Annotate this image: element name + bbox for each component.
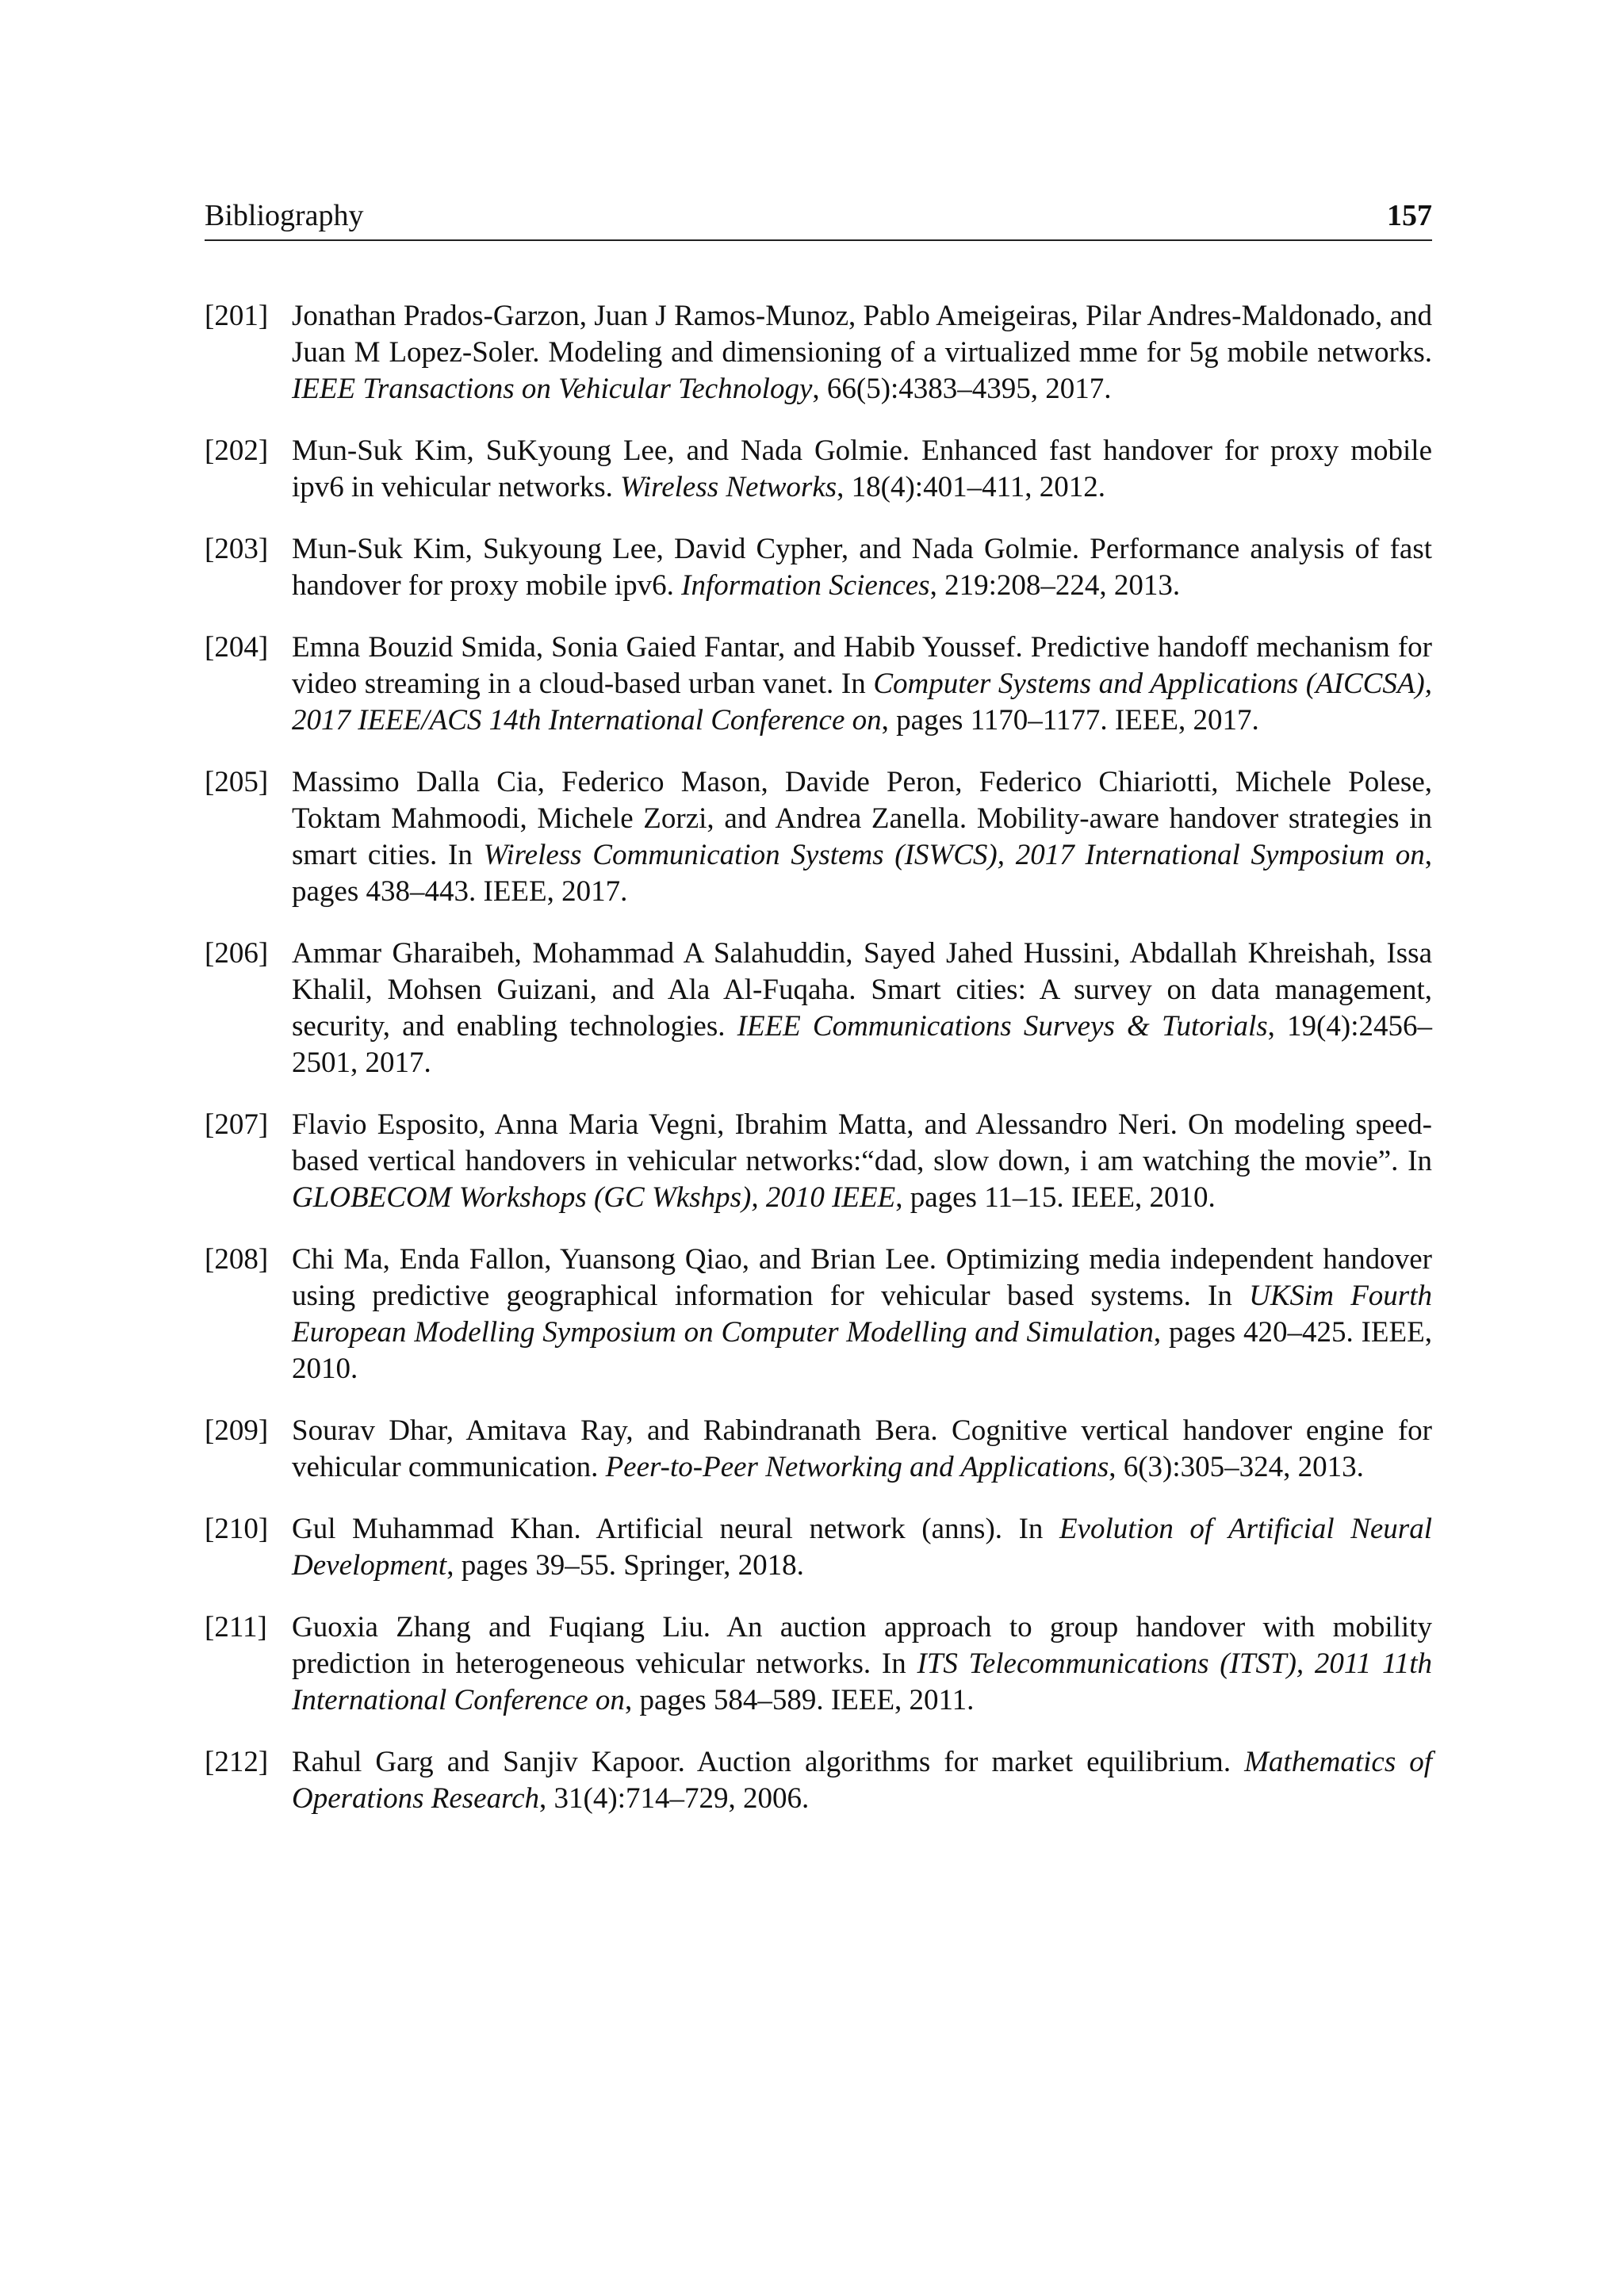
reference-authors-title: Sourav Dhar, Amitava Ray, and Rabindranath Bera. Cognitive vertical handover engine for vehicular communication. xyxy=(292,1414,1432,1483)
reference-authors-title: Rahul Garg and Sanjiv Kapoor. Auction algorithms for market equilibrium. xyxy=(292,1746,1245,1778)
running-section-title: Bibliography xyxy=(205,199,364,232)
reference-item xyxy=(205,629,1432,739)
reference-venue: Computer Systems and Applications (AICCSA), 2017 IEEE/ACS 14th International Conference on xyxy=(292,668,1432,737)
page-number: 157 xyxy=(1387,199,1432,232)
reference-label: [201] xyxy=(205,300,269,332)
reference-details: , pages 1170–1177. IEEE, 2017. xyxy=(881,704,1259,737)
document-page xyxy=(205,0,1432,2296)
reference-label: [209] xyxy=(205,1414,269,1447)
reference-text xyxy=(292,298,1432,408)
reference-venue: IEEE Communications Surveys & Tutorials xyxy=(737,1010,1268,1043)
reference-text xyxy=(292,629,1432,739)
reference-details: , 19(4):2456–2501, 2017. xyxy=(292,1010,1432,1079)
reference-item xyxy=(205,1511,1432,1584)
reference-details: , 66(5):4383–4395, 2017. xyxy=(812,373,1112,405)
reference-authors-title: Massimo Dalla Cia, Federico Mason, Davide Peron, Federico Chiariotti, Michele Polese, Toktam Mahmoodi, Michele Zorzi, and Andrea Zanella. Mobility-aware handover strategies in smart cities. In xyxy=(292,766,1432,871)
reference-label: [212] xyxy=(205,1746,269,1778)
reference-item xyxy=(205,531,1432,604)
reference-authors-title: Ammar Gharaibeh, Mohammad A Salahuddin, Sayed Jahed Hussini, Abdallah Khreishah, Issa Khalil, Mohsen Guizani, and Ala Al-Fuqaha. Smart cities: A survey on data management, security, and enabling technologies. xyxy=(292,937,1432,1043)
reference-venue: Wireless Communication Systems (ISWCS), 2017 International Symposium on xyxy=(483,839,1425,871)
reference-label: [202] xyxy=(205,434,269,467)
reference-item xyxy=(205,298,1432,408)
reference-text xyxy=(292,764,1432,910)
reference-text xyxy=(292,936,1432,1081)
reference-details: , pages 584–589. IEEE, 2011. xyxy=(624,1684,975,1716)
reference-authors-title: Emna Bouzid Smida, Sonia Gaied Fantar, and Habib Youssef. Predictive handoff mechanism for video streaming in a cloud-based urban vanet. In xyxy=(292,631,1432,700)
reference-text xyxy=(292,1609,1432,1719)
reference-item xyxy=(205,1413,1432,1486)
reference-details: , pages 420–425. IEEE, 2010. xyxy=(292,1316,1432,1385)
reference-authors-title: Gul Muhammad Khan. Artificial neural network (anns). In xyxy=(292,1513,1059,1545)
reference-item xyxy=(205,433,1432,506)
reference-label: [210] xyxy=(205,1513,269,1545)
reference-item xyxy=(205,1107,1432,1216)
reference-details: , 219:208–224, 2013. xyxy=(929,569,1181,602)
reference-label: [211] xyxy=(205,1611,267,1644)
reference-venue: Information Sciences xyxy=(681,569,930,602)
reference-text xyxy=(292,1744,1432,1817)
reference-authors-title: Flavio Esposito, Anna Maria Vegni, Ibrahim Matta, and Alessandro Neri. On modeling speed-based vertical handovers in vehicular networks:“dad, slow down, i am watching the movie”. In xyxy=(292,1108,1432,1177)
reference-item xyxy=(205,1242,1432,1387)
reference-venue: UKSim Fourth European Modelling Symposium on Computer Modelling and Simulation xyxy=(292,1280,1432,1349)
reference-details: , pages 11–15. IEEE, 2010. xyxy=(895,1181,1216,1214)
reference-text xyxy=(292,433,1432,506)
reference-authors-title: Chi Ma, Enda Fallon, Yuansong Qiao, and Brian Lee. Optimizing media independent handover using predictive geographical information for vehicular based systems. In xyxy=(292,1243,1432,1312)
reference-text xyxy=(292,1242,1432,1387)
reference-text xyxy=(292,531,1432,604)
reference-item xyxy=(205,1609,1432,1719)
reference-details: , 18(4):401–411, 2012. xyxy=(837,471,1105,503)
reference-venue: Mathematics of Operations Research xyxy=(292,1746,1433,1815)
reference-label: [206] xyxy=(205,937,269,970)
reference-label: [205] xyxy=(205,766,269,798)
reference-venue: Evolution of Artificial Neural Development xyxy=(292,1513,1432,1582)
reference-text xyxy=(292,1413,1432,1486)
reference-list xyxy=(205,298,1432,1843)
reference-venue: Peer-to-Peer Networking and Applications xyxy=(605,1451,1109,1483)
reference-venue: GLOBECOM Workshops (GC Wkshps), 2010 IEEE xyxy=(292,1181,896,1214)
page-header xyxy=(205,198,1432,241)
reference-venue: Wireless Networks xyxy=(620,471,837,503)
reference-authors-title: Guoxia Zhang and Fuqiang Liu. An auction approach to group handover with mobility prediction in heterogeneous vehicular networks. In xyxy=(292,1611,1432,1680)
reference-details: , 6(3):305–324, 2013. xyxy=(1109,1451,1364,1483)
reference-text xyxy=(292,1511,1432,1584)
reference-item xyxy=(205,764,1432,910)
reference-label: [204] xyxy=(205,631,269,664)
reference-authors-title: Mun-Suk Kim, SuKyoung Lee, and Nada Golmie. Enhanced fast handover for proxy mobile ipv6 in vehicular networks. xyxy=(292,434,1432,503)
reference-item xyxy=(205,1744,1432,1817)
reference-details: , 31(4):714–729, 2006. xyxy=(539,1782,810,1815)
reference-venue: IEEE Transactions on Vehicular Technology xyxy=(292,373,813,405)
reference-label: [203] xyxy=(205,533,269,565)
reference-authors-title: Jonathan Prados-Garzon, Juan J Ramos-Munoz, Pablo Ameigeiras, Pilar Andres-Maldonado, and Juan M Lopez-Soler. Modeling and dimensioning of a virtualized mme for 5g mobile networks. xyxy=(292,300,1432,369)
reference-text xyxy=(292,1107,1432,1216)
reference-authors-title: Mun-Suk Kim, Sukyoung Lee, David Cypher, and Nada Golmie. Performance analysis of fast handover for proxy mobile ipv6. xyxy=(292,533,1432,602)
reference-label: [208] xyxy=(205,1243,269,1276)
reference-label: [207] xyxy=(205,1108,269,1141)
reference-venue: ITS Telecommunications (ITST), 2011 11th International Conference on xyxy=(292,1647,1432,1716)
reference-details: , pages 438–443. IEEE, 2017. xyxy=(292,839,1432,908)
reference-item xyxy=(205,936,1432,1081)
reference-details: , pages 39–55. Springer, 2018. xyxy=(446,1549,804,1582)
